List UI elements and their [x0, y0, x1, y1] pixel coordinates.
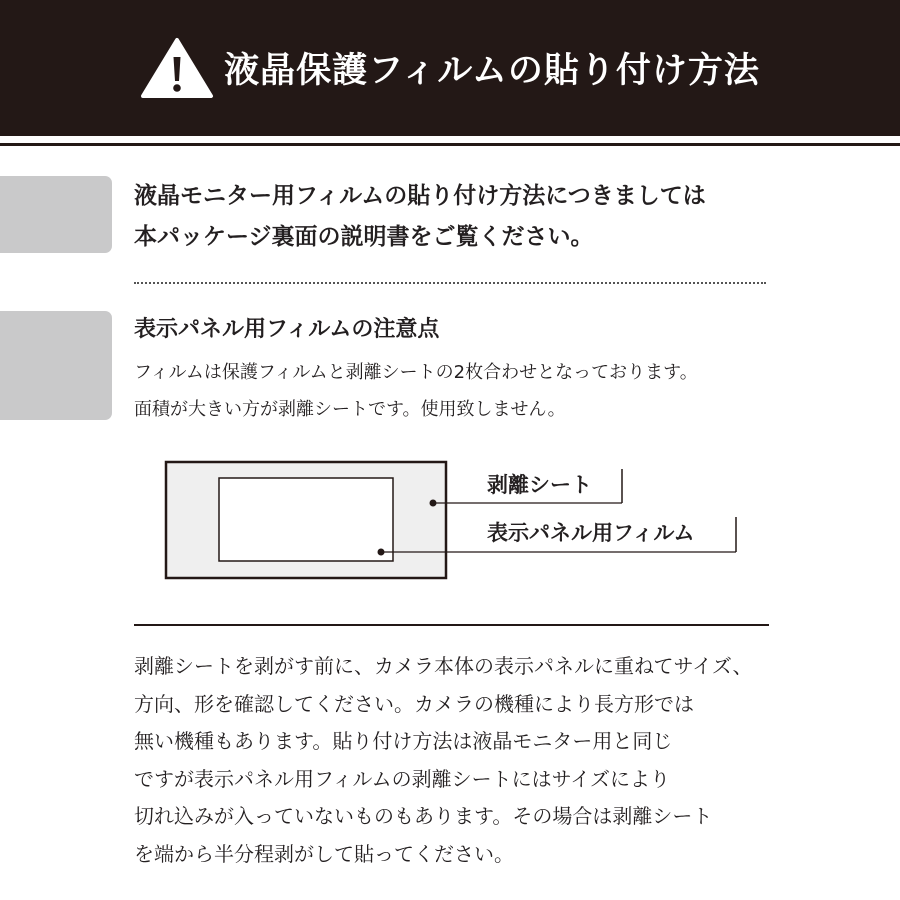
section-line: 面積が大きい方が剥離シートです。使用致しません。 [134, 399, 566, 420]
section-body [134, 354, 834, 428]
bottom-text [134, 648, 834, 873]
bottom-line: ですが表示パネル用フィルムの剥離シートにはサイズにより [134, 766, 670, 791]
notice-line: 液晶モニター用フィルムの貼り付け方法につきましては [134, 183, 706, 209]
warning-triangle-icon [140, 37, 214, 99]
bottom-line: を端から半分程剥がして貼ってください。 [134, 841, 514, 866]
notice-line: 本パッケージ裏面の説明書をご覧ください。 [134, 224, 594, 250]
header-content [0, 0, 900, 136]
side-tab-notice [0, 176, 112, 253]
bottom-divider [134, 624, 769, 626]
release-sheet-label: 剥離シート [487, 473, 592, 497]
bottom-line: 切れ込みが入っていないものもあります。その場合は剥離シート [134, 804, 713, 828]
page-title: 液晶保護フィルムの貼り付け方法 [224, 51, 760, 91]
side-tab-caution [0, 311, 112, 420]
panel-film-shape [219, 478, 393, 561]
panel-film-label: 表示パネル用フィルム [487, 521, 695, 545]
bottom-line: 無い機種もあります。貼り付け方法は液晶モニター用と同じ [134, 729, 673, 753]
bottom-line: 剥離シートを剥がす前に、カメラ本体の表示パネルに重ねてサイズ、 [134, 654, 753, 678]
header-underline [0, 143, 900, 146]
section-line: フィルムは保護フィルムと剥離シートの2枚合わせとなっております。 [134, 362, 698, 383]
bottom-line: 方向、形を確認してください。カメラの機種により長方形では [134, 691, 694, 716]
notice-text [134, 176, 794, 258]
section-title: 表示パネル用フィルムの注意点 [134, 317, 440, 342]
dotted-divider [134, 282, 766, 284]
film-diagram [0, 450, 900, 590]
